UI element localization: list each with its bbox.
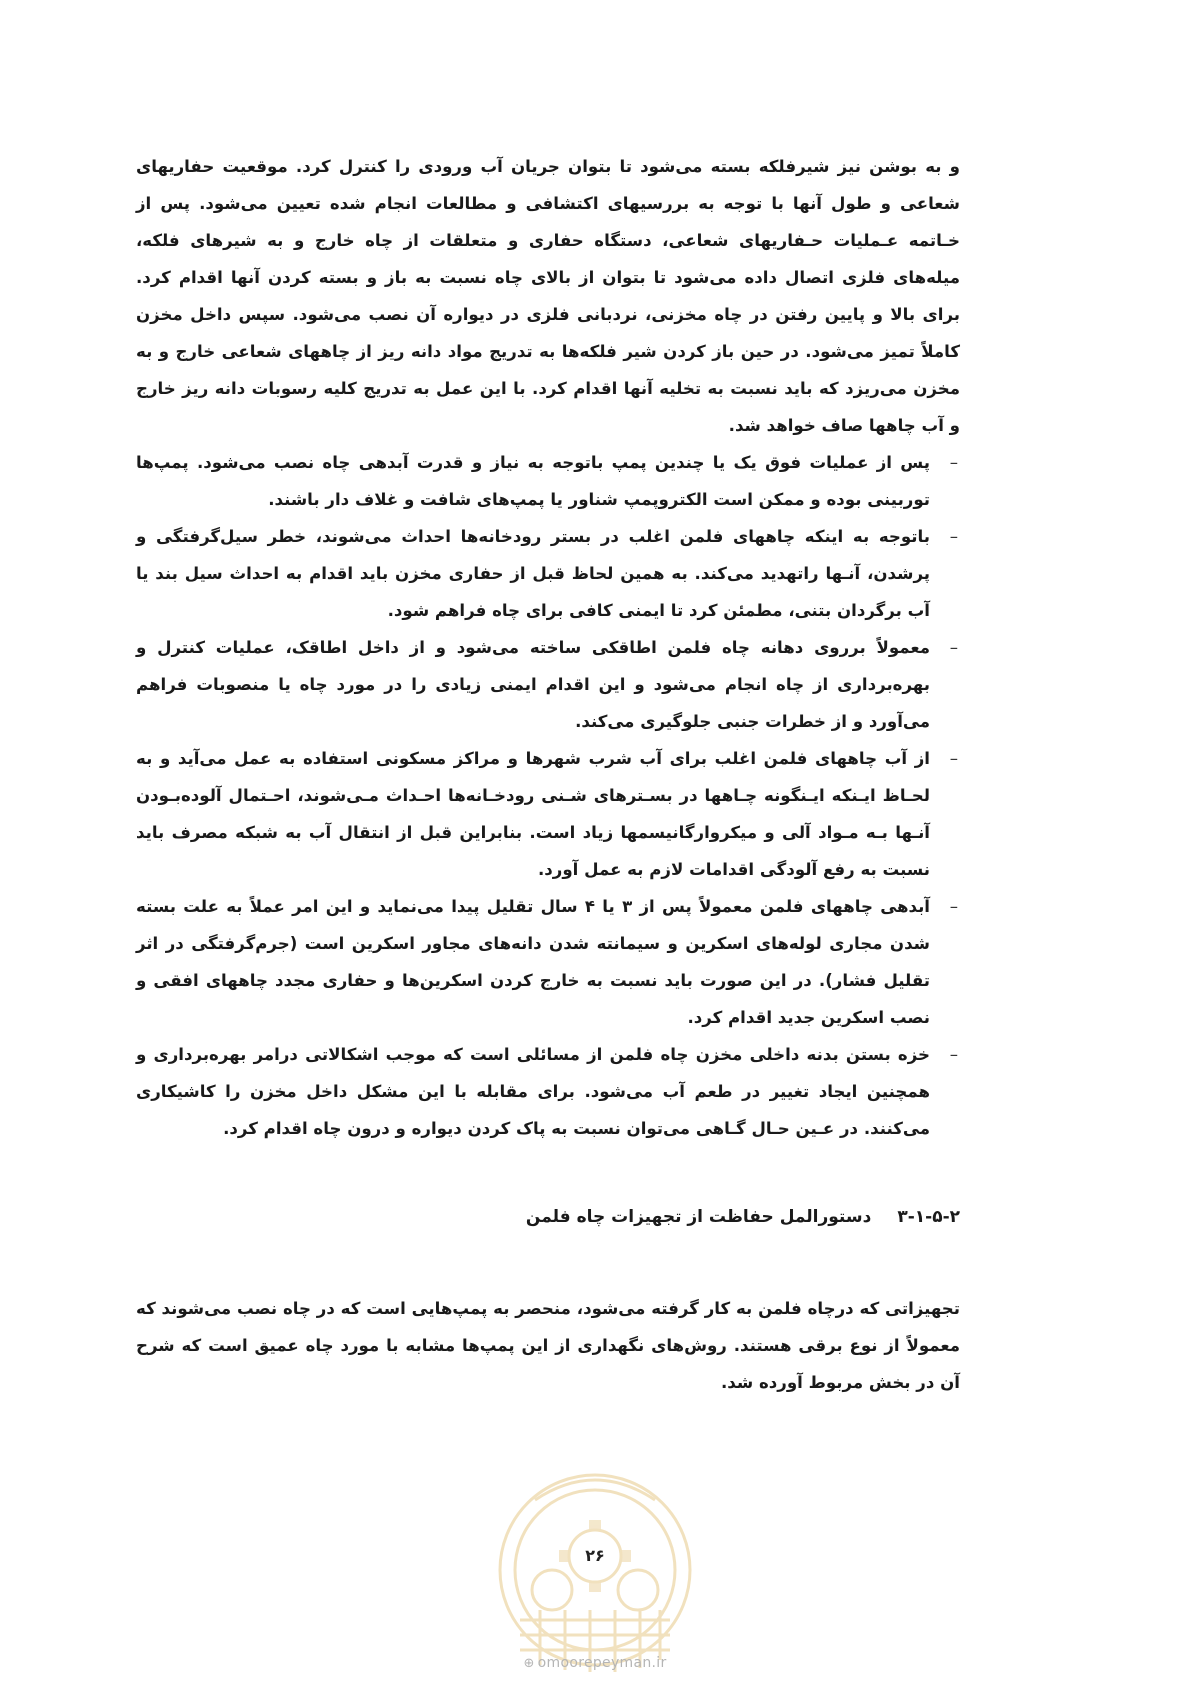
section-title: دستورالمل حفاظت از تجهیزات چاه فلمن [525, 1207, 872, 1227]
list-item [136, 518, 960, 629]
list-item [136, 888, 960, 1036]
bullet-marker: – [949, 749, 958, 768]
bullet-marker: – [949, 1045, 958, 1064]
list-item [136, 740, 960, 888]
list-item [136, 444, 960, 518]
globe-icon: ⊕ [523, 1656, 535, 1671]
bullet-list [136, 444, 960, 1147]
website-link[interactable] [0, 1655, 1190, 1671]
website-text: omoorepeyman.ir [537, 1655, 667, 1671]
list-item [136, 629, 960, 740]
intro-paragraph: و به بوشن نیز شیرفلکه بسته می‌شود تا بتوان جریان آب ورودی را کنترل کرد. موقعیت حفاریهای شعاعی و طول آنها با توجه به بررسیهای اکتشافی و مطالعات انجام شده تعیین می‌شود. پس از خـاتمه عـملیات حـفاریهای شعاعی، دستگاه حفاری و متعلقات از چاه خارج و به شیرهای فلکه، میله‌های فلزی اتصال داده می‌شود تا بتوان از بالای چاه نسبت به باز و بسته کردن آنها اقدام کرد. برای بالا و پایین رفتن در چاه مخزنی، نردبانی فلزی در دیواره آن نصب می‌شود. سپس داخل مخزن کاملاً تمیز می‌شود. در حین باز کردن شیر فلکه‌ها به تدریج مواد دانه ریز از چاههای شعاعی خارج و به مخزن می‌ریزد که باید نسبت به تخلیه آنها اقدام کرد. با این عمل به تدریج کلیه رسوبات دانه ریز خارج و آب چاهها صاف خواهد شد. [136, 157, 960, 435]
bullet-marker: – [949, 897, 958, 916]
bullet-text: معمولاً برروی دهانه چاه فلمن اطاقکی ساخته می‌شود و از داخل اطاقک، عملیات کنترل و بهره‌برداری از چاه انجام می‌شود و این اقدام ایمنی زیادی را در مورد چاه یا منصوبات فراهم می‌آورد و از خطرات جنبی جلوگیری می‌کند. [136, 638, 930, 731]
gear-seal-logo-icon [480, 1460, 710, 1680]
section-heading [136, 1199, 960, 1236]
bullet-marker: – [949, 527, 958, 546]
list-item [136, 1036, 960, 1147]
bullet-text: خزه بستن بدنه داخلی مخزن چاه فلمن از مسائلی است که موجب اشکالاتی درامر بهره‌برداری و همچنین ایجاد تغییر در طعم آب می‌شود. برای مقابله با این مشکل داخل مخزن را کاشیکاری می‌کنند. در عـین حـال گـاهی می‌توان نسبت به پاک کردن دیواره و درون چاه اقدام کرد. [136, 1045, 930, 1138]
closing-paragraph: تجهیزاتی که درچاه فلمن به کار گرفته می‌شود، منحصر به پمپ‌هایی است که در چاه نصب می‌شوند که معمولاً از نوع برقی هستند. روش‌های نگهداری از این پمپ‌ها مشابه با مورد چاه عمیق است که شرح آن در بخش مربوط آورده شد. [136, 1299, 960, 1392]
bullet-text: آبدهی چاههای فلمن معمولاً پس از ۳ یا ۴ سال تقلیل پیدا می‌نماید و این امر عملاً به علت بسته شدن مجاری لوله‌های اسکرین و سیمانته شدن دانه‌های مجاور اسکرین است (جرم‌گرفتگی در اثر تقلیل فشار). در این صورت باید نسبت به خارج کردن اسکرین‌ها و حفاری مجدد چاههای افقی و نصب اسکرین جدید اقدام کرد. [136, 897, 930, 1027]
bullet-text: پس از عملیات فوق یک یا چندین پمپ باتوجه به نیاز و قدرت آبدهی چاه نصب می‌شود. پمپ‌ها توربینی بوده و ممکن است الکتروپمپ شناور یا پمپ‌های شافت و غلاف دار باشند. [136, 453, 930, 509]
bullet-marker: – [949, 638, 958, 657]
page-body [136, 148, 960, 1401]
bullet-marker: – [949, 453, 958, 472]
section-number: ۳-۱-۵-۲ [897, 1207, 960, 1227]
page-number: ۲۶ [585, 1546, 605, 1565]
bullet-text: از آب چاههای فلمن اغلب برای آب شرب شهرها و مراکز مسکونی استفاده به عمل می‌آید و به لحـاظ ایـنکه ایـنگونه چـاهها در بسـترهای شـنی رودخـانه‌ها احـداث مـی‌شوند، احـتمال آلوده‌بـودن آنـها بـه مـواد آلی و میکروارگانیسمها زیاد است. بنابراین قبل از انتقال آب به شبکه مصرف باید نسبت به رفع آلودگی اقدامات لازم به عمل آورد. [136, 749, 930, 879]
bullet-text: باتوجه به اینکه چاههای فلمن اغلب در بستر رودخانه‌ها احداث می‌شوند، خطر سیل‌گرفتگی و پرشدن، آنـها راتهدید می‌کند. به همین لحاظ قبل از حفاری مخزن باید اقدام به احداث سیل بند یا آب برگردان بتنی، مطمئن کرد تا ایمنی کافی برای چاه فراهم شود. [136, 527, 930, 620]
